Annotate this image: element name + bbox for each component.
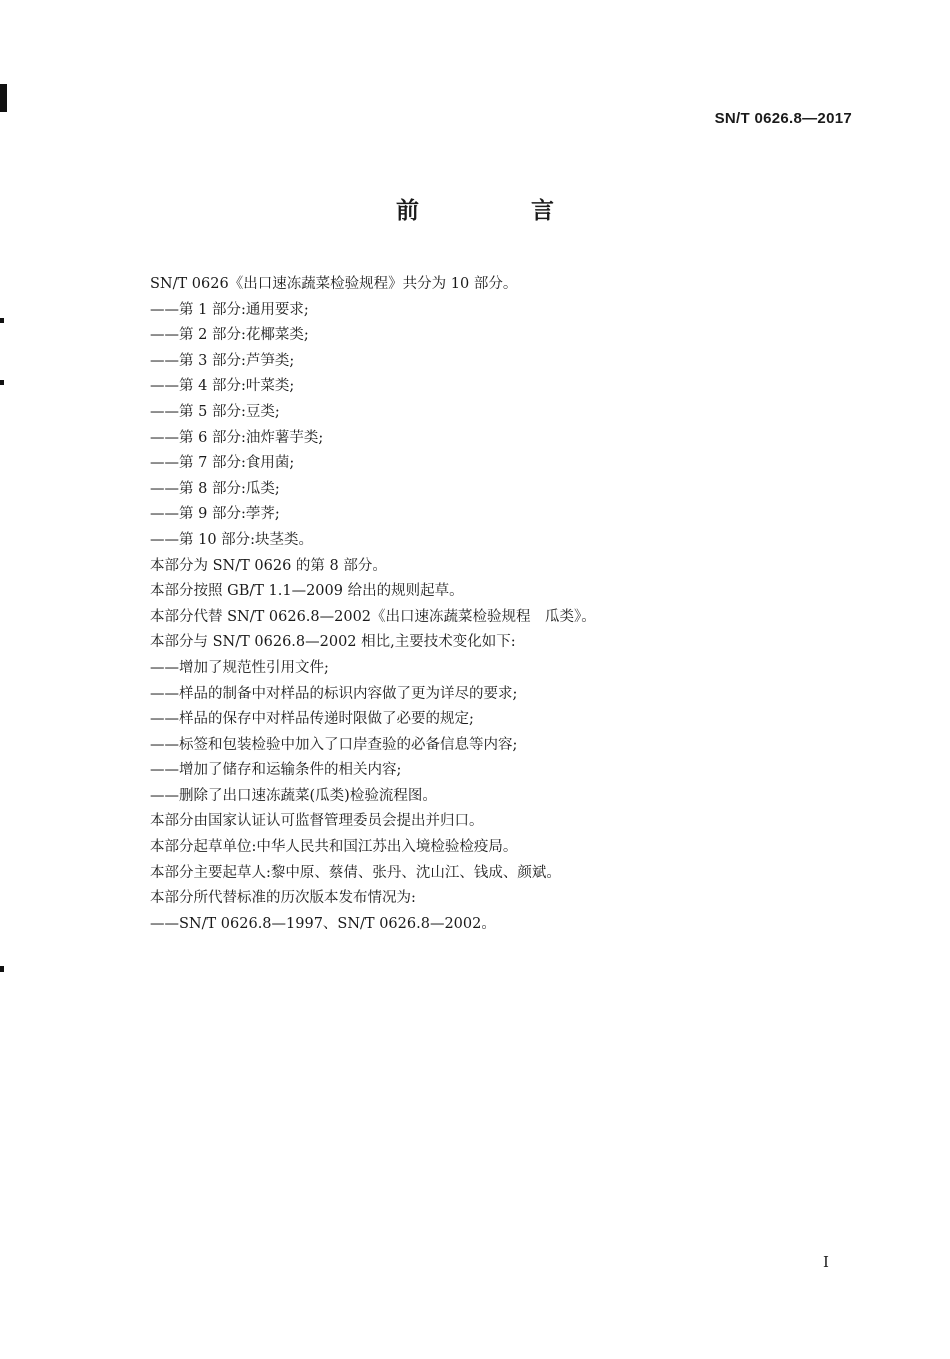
body-line: ——第 8 部分:瓜类; [150,480,280,497]
preface-body [150,272,870,937]
body-line: ——第 3 部分:芦笋类; [150,352,295,369]
body-line: 本部分由国家认证认可监督管理委员会提出并归口。 [150,813,484,830]
body-line: ——删除了出口速冻蔬菜(瓜类)检验流程图。 [150,787,437,804]
page-number: I [823,1253,829,1271]
scan-edge-mark [0,966,4,972]
body-line: ——第 10 部分:块茎类。 [150,531,314,548]
body-line: 本部分所代替标准的历次版本发布情况为: [150,890,416,907]
body-line: 本部分按照 GB/T 1.1—2009 给出的规则起草。 [150,583,464,600]
body-line: 本部分为 SN/T 0626 的第 8 部分。 [150,557,387,574]
body-line: SN/T 0626《出口速冻蔬菜检验规程》共分为 10 部分。 [150,276,518,292]
body-line: 本部分代替 SN/T 0626.8—2002《出口速冻蔬菜检验规程 瓜类》。 [150,608,596,625]
body-line: ——标签和包装检验中加入了口岸查验的必备信息等内容; [150,736,518,753]
body-line: ——第 9 部分:荸荠; [150,506,280,523]
body-line: ——样品的制备中对样品的标识内容做了更为详尽的要求; [150,685,518,702]
scan-edge-mark [0,84,7,112]
body-line: ——第 7 部分:食用菌; [150,455,295,472]
scan-edge-mark [0,318,4,323]
body-line: ——第 5 部分:豆类; [150,403,280,420]
scan-edge-mark [0,380,4,385]
body-line: 本部分起草单位:中华人民共和国江苏出入境检验检疫局。 [150,839,518,856]
body-line: ——增加了规范性引用文件; [150,659,329,676]
body-line: ——样品的保存中对样品传递时限做了必要的规定; [150,711,474,728]
body-line: ——SN/T 0626.8—1997、SN/T 0626.8—2002。 [150,915,496,932]
standard-code: SN/T 0626.8—2017 [714,110,852,127]
body-line: 本部分与 SN/T 0626.8—2002 相比,主要技术变化如下: [150,634,516,651]
body-line: ——增加了储存和运输条件的相关内容; [150,762,402,779]
body-line: ——第 4 部分:叶菜类; [150,378,295,395]
body-line: ——第 6 部分:油炸薯芋类; [150,429,324,446]
body-line: ——第 1 部分:通用要求; [150,301,309,318]
body-line: ——第 2 部分:花椰菜类; [150,327,309,344]
body-line: 本部分主要起草人:黎中原、蔡倩、张丹、沈山江、钱成、颜斌。 [150,864,561,881]
page-title: 前 言 [395,198,606,224]
